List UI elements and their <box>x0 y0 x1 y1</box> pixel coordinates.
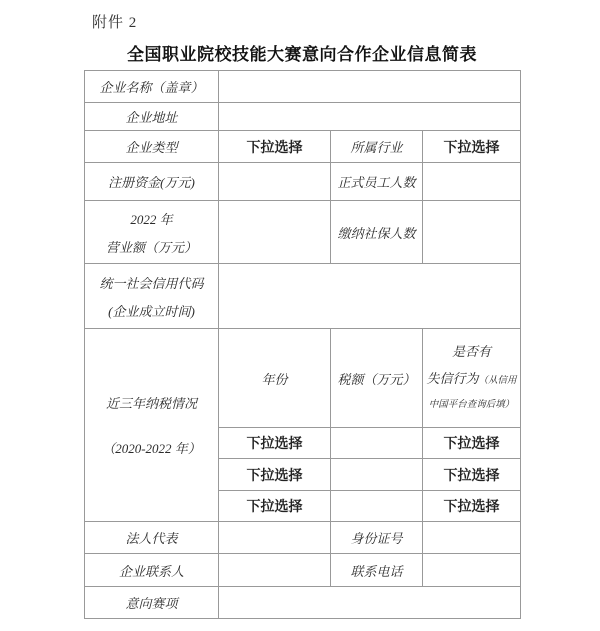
page-title: 全国职业院校技能大赛意向合作企业信息简表 <box>127 45 477 64</box>
tax-amount-2-input-cell[interactable] <box>331 459 423 491</box>
enterprise-info-table <box>84 70 521 619</box>
intended-event-input-cell[interactable] <box>219 587 521 619</box>
row-company-type <box>85 131 521 163</box>
credit-code-label <box>85 264 219 329</box>
dishonesty-column-header <box>423 329 521 428</box>
intended-event-label: 意向赛项 <box>85 587 219 619</box>
revenue-amount-line: 营业额（万元） <box>105 239 197 255</box>
revenue-input-cell[interactable] <box>219 201 331 264</box>
company-type-label: 企业类型 <box>85 131 219 163</box>
revenue-year-line: 2022 年 <box>130 211 173 227</box>
legal-representative-input-cell[interactable] <box>219 522 331 554</box>
tax-amount-column-header: 税额（万元） <box>331 329 423 428</box>
company-name-label: 企业名称（盖章） <box>85 71 219 103</box>
row-registered-capital <box>85 163 521 201</box>
company-type-dropdown[interactable]: 下拉选择 <box>219 131 331 163</box>
dishonesty-3-dropdown[interactable]: 下拉选择 <box>423 491 521 522</box>
row-company-address <box>85 103 521 131</box>
company-contact-label: 企业联系人 <box>85 554 219 587</box>
company-contact-input-cell[interactable] <box>219 554 331 587</box>
established-date-line: (企业成立时间) <box>108 303 195 319</box>
row-company-name <box>85 71 521 103</box>
tax-year-2-dropdown[interactable]: 下拉选择 <box>219 459 331 491</box>
dishonesty-1-dropdown[interactable]: 下拉选择 <box>423 428 521 459</box>
contact-phone-label: 联系电话 <box>331 554 423 587</box>
row-credit-code <box>85 264 521 329</box>
dishonesty-2-dropdown[interactable]: 下拉选择 <box>423 459 521 491</box>
registered-capital-input-cell[interactable] <box>219 163 331 201</box>
tax-situation-line: 近三年纳税情况 <box>105 396 197 411</box>
tax-year-1-dropdown[interactable]: 下拉选择 <box>219 428 331 459</box>
dishonesty-header-line2: 失信行为 <box>426 370 479 386</box>
company-name-input-cell[interactable] <box>219 71 521 103</box>
attachment-label: 附件 2 <box>92 15 138 31</box>
id-number-label: 身份证号 <box>331 522 423 554</box>
legal-representative-label: 法人代表 <box>85 522 219 554</box>
formal-employee-count-label: 正式员工人数 <box>331 163 423 201</box>
industry-label: 所属行业 <box>331 131 423 163</box>
row-intended-event <box>85 587 521 619</box>
company-address-label: 企业地址 <box>85 103 219 131</box>
social-security-count-input-cell[interactable] <box>423 201 521 264</box>
tax-situation-label <box>85 329 219 522</box>
industry-dropdown[interactable]: 下拉选择 <box>423 131 521 163</box>
dishonesty-header-note: （从信用中国平台查询后填） <box>428 375 517 411</box>
tax-amount-3-input-cell[interactable] <box>331 491 423 522</box>
contact-phone-input-cell[interactable] <box>423 554 521 587</box>
year-column-header: 年份 <box>219 329 331 428</box>
formal-employee-count-input-cell[interactable] <box>423 163 521 201</box>
tax-years-line: （2020-2022 年） <box>102 441 201 456</box>
row-revenue <box>85 201 521 264</box>
tax-amount-1-input-cell[interactable] <box>331 428 423 459</box>
revenue-label <box>85 201 219 264</box>
id-number-input-cell[interactable] <box>423 522 521 554</box>
row-legal-representative <box>85 522 521 554</box>
row-company-contact <box>85 554 521 587</box>
company-address-input-cell[interactable] <box>219 103 521 131</box>
row-tax-header <box>85 329 521 428</box>
tax-year-3-dropdown[interactable]: 下拉选择 <box>219 491 331 522</box>
dishonesty-header-line1: 是否有 <box>452 343 492 359</box>
registered-capital-label: 注册资金(万元) <box>85 163 219 201</box>
credit-code-input-cell[interactable] <box>219 264 521 329</box>
credit-code-line: 统一社会信用代码 <box>99 275 204 291</box>
social-security-count-label: 缴纳社保人数 <box>331 201 423 264</box>
